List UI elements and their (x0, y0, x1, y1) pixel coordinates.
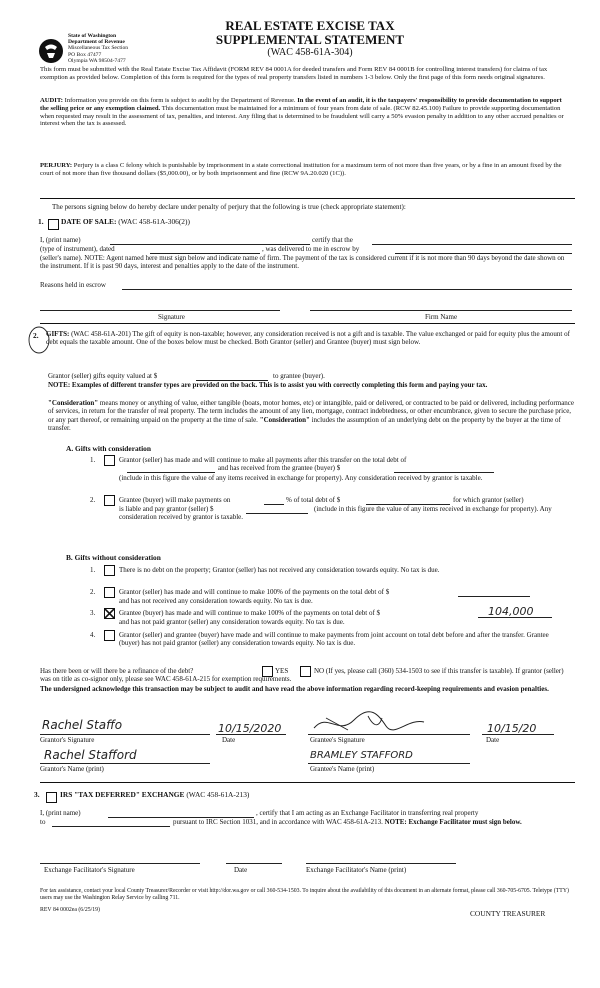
b3-num: 3. (90, 609, 96, 617)
grantee-signature-line[interactable] (308, 734, 470, 735)
a1-text-c: (include in this figure the value of any items received in exchange for property). Any consideration received by grantor is taxable. (119, 474, 483, 482)
b2-num: 2. (90, 588, 96, 596)
dor-logo (38, 38, 64, 64)
reasons-label: Reasons held in escrow (40, 281, 106, 289)
a1-debt-field[interactable] (127, 472, 215, 473)
s1-line2a: (type of instrument), dated (40, 245, 115, 253)
section1-title: DATE OF SALE: (WAC 458-61A-306(2)) (61, 217, 190, 226)
grantor-name-label: Grantor's Name (print) (40, 765, 104, 773)
section1-heading: 1. (38, 217, 44, 226)
b1-num: 1. (90, 566, 96, 574)
divider-s2 (40, 782, 575, 783)
grantee-name-label: Grantee's Name (print) (310, 765, 375, 773)
grantor-name-line[interactable] (40, 763, 210, 764)
grantor-name-value: Rachel Stafford (44, 748, 137, 762)
s1-note: (seller's name). NOTE: Agent named here must sign below and indicate name of firm. The payment of the tax is considered current if it is not more than 90 days beyond the date shown on the instrument. If it is past 90 days, interest and penalties apply to the date of the instrument. (40, 254, 565, 271)
s3-line1a: I, (print name) (40, 809, 81, 817)
b2-text-a: Grantor (seller) has made and will continue to make 100% of the payments on the total debt of $ (119, 588, 390, 596)
a1-text-b: and has received from the grantee (buyer) $ (218, 464, 341, 472)
b4-checkbox[interactable] (104, 630, 115, 641)
s1-firm-line[interactable] (310, 310, 572, 311)
acknowledgement: The undersigned acknowledge this transaction may be subject to audit and have read the above information regarding record-keeping requirements and evasion penalties. (40, 685, 549, 693)
a2-text-b: % of total debt of $ (286, 496, 341, 504)
divider-s1 (40, 323, 575, 324)
footer-assistance: For tax assistance, contact your local County Treasurer/Recorder or visit http://dor.wa.gov or call 360-534-1503. To inquire about the availability of this document in an alternate format, please call 360-705-6705. Teletype (TTY) users may use the Washington Relay Service by calling 711. (40, 888, 569, 901)
refi-question: Has there been or will there be a refinance of the debt? (40, 667, 194, 675)
grantee-signature-label: Grantee's Signature (310, 736, 365, 744)
perjury-text: PERJURY: Perjury is a class C felony which is punishable by imprisonment in a state correctional institution for a maximum term of not more than five years, or by a fine in an amount fixed by the court of not more than five thousand dollars ($5,000.00), or by both imprisonment and fine (RCW 9A.20.020 (1C)). (40, 162, 562, 177)
facilitator-signature-line[interactable] (40, 863, 200, 864)
gifts-note: NOTE: Examples of different transfer types are provided on the back. This is to assist you with correctly completing this form and paying your tax. (48, 381, 488, 389)
grantee-name-value: BRAMLEY STAFFORD (310, 750, 413, 761)
grantor-signature-label: Grantor's Signature (40, 736, 95, 744)
s1-certify: certify that the (312, 236, 353, 244)
s3-line2a: to (40, 818, 46, 826)
grantor-signature: Rachel Staffo (42, 718, 123, 732)
irs-exchange-checkbox[interactable] (46, 792, 57, 803)
gifts-with-consideration-heading: A. Gifts with consideration (66, 444, 151, 453)
a2-num: 2. (90, 496, 96, 504)
b3-checkbox[interactable] (104, 608, 115, 619)
section3-number: 3. (34, 790, 40, 799)
a2-text-e: (include in this figure the value of any items received in exchange for property). Any consideration received by grantor is taxable. (119, 505, 552, 522)
agency-address: State of Washington Department of Revenue Miscellaneous Tax Section PO Box 47477 Olympia WA 98504-7477 (68, 33, 129, 64)
gifts-intro: GIFTS: (WAC 458-61A-201) The gift of equity is non-taxable; however, any consideration received is not a gift and is taxable. The value exchanged or paid for equity plus the amount of debt equals the taxable amount. One of the boxes below must be checked. Both Grantor (seller) and Grantee (buyer) must sign below. (46, 330, 570, 347)
section2-number: 2. (33, 331, 39, 340)
dor-logo-icon (38, 38, 64, 64)
facilitator-date-line[interactable] (226, 863, 282, 864)
form-title: REAL ESTATE EXCISE TAX SUPPLEMENTAL STATEMENT (WAC 458-61A-304) (215, 18, 405, 58)
grantee-date-line[interactable] (482, 734, 554, 735)
s3-line1b: , certify that I am acting as an Exchange Facilitator in transferring real property (256, 809, 479, 817)
grantor-date-line[interactable] (216, 734, 286, 735)
b3-debt-amount: 104,000 (488, 605, 534, 618)
grantee-name-line[interactable] (308, 763, 470, 764)
a1-checkbox[interactable] (104, 455, 115, 466)
b1-text: There is no debt on the property; Grantor (seller) has not received any consideration towards equity. No tax is due. (119, 566, 440, 574)
refi-yes-label: YES (275, 667, 289, 675)
s1-line1: I, (print name) (40, 236, 81, 244)
signature-label: Signature (158, 313, 185, 321)
s1-signature-line[interactable] (40, 310, 280, 311)
instrument-field[interactable] (372, 244, 572, 245)
b3-text-b: and has not paid grantor (seller) any consideration towards equity. No tax is due. (119, 618, 345, 626)
county-treasurer: COUNTY TREASURER (470, 909, 546, 918)
facilitator-signature-label: Exchange Facilitator's Signature (44, 866, 135, 874)
intro-text: This form must be submitted with the Real Estate Excise Tax Affidavit (FORM REV 84 0001A for deeded transfers and Form REV 84 0001B for controlling interest transfers) for claims of tax exemption as provided below. Completion of this form is required for the types of real property transfers listed in numbers 1-3 below. Only the first page of this form needs original signatures. (40, 66, 548, 81)
gifts-without-consideration-heading: B. Gifts without consideration (66, 553, 161, 562)
equity-text: Grantor (seller) gifts equity valued at $ (48, 372, 158, 380)
s1-line2b: , was delivered to me in escrow by (262, 245, 360, 253)
b1-checkbox[interactable] (104, 565, 115, 576)
b2-text-b: and has not received any consideration towards equity. No tax is due. (119, 597, 313, 605)
a2-text-a: Grantee (buyer) will make payments on (119, 496, 231, 504)
consideration-text: "Consideration" means money or anything of value, either tangible (boats, motor homes, etc) or intangible, paid or delivered, or contracted to be paid or delivered, including performance of services, in return for the transfer of real property. The term includes the amount of any lien, mortgage, contract indebtedness, or other encumbrance, given to secure the purchase price, or any part thereof, or remaining unpaid on the property at the time of sale. "Consideration" includes the assumption of an underlying debt on the property by the buyer at the time of transfer. (48, 399, 575, 432)
a1-received-field[interactable] (394, 472, 494, 473)
facilitator-date-label: Date (234, 866, 248, 874)
refi-no-text: NO (If yes, please call (360) 534-1503 to see if this transfer is taxable). If grantor (seller) was on title as co-signor only, please see WAC 458-61A-215 for exemption requirements. (40, 667, 564, 684)
b4-num: 4. (90, 631, 96, 639)
grantee-signature-scribble-icon (308, 710, 428, 736)
a2-text-c: for which grantor (seller) (453, 496, 524, 504)
a1-num: 1. (90, 456, 96, 464)
s3-line2b: pursuant to IRC Section 1031, and in accordance with WAC 458-61A-213. NOTE: Exchange Facilitator must sign below. (173, 818, 522, 826)
grantor-signature-line[interactable] (40, 734, 210, 735)
reasons-field[interactable] (122, 289, 572, 290)
divider-top (40, 198, 575, 199)
grantee-date: 10/15/20 (487, 722, 537, 735)
declaration-text: The persons signing below do hereby declare under penalty of perjury that the following is true (check appropriate statement): (52, 203, 406, 211)
date-of-sale-checkbox[interactable] (48, 219, 59, 230)
b3-check-mark-icon (105, 609, 114, 618)
b3-text-a: Grantee (buyer) has made and will continue to make 100% of the payments on total debt of $ (119, 609, 381, 617)
a2-text-d: is liable and pay grantor (seller) $ (119, 505, 214, 513)
section3-title: IRS "TAX DEFERRED" EXCHANGE (WAC 458-61A-213) (60, 790, 250, 799)
facilitator-print-line[interactable] (306, 863, 456, 864)
grantee-date-label: Date (486, 736, 500, 744)
a2-checkbox[interactable] (104, 495, 115, 506)
b4-text: Grantor (seller) and grantee (buyer) have made and will continue to make payments from joint account on total debt before and after the transfer. Grantee (buyer) has not paid grantor (seller) any consideration towards equity. No tax is due. (119, 631, 549, 648)
b2-debt-field[interactable] (458, 596, 530, 597)
equity-text-b: to grantee (buyer). (273, 372, 325, 380)
a1-text: Grantor (seller) has made and will continue to make all payments after this transfer on the total debt of (119, 456, 407, 464)
grantor-date: 10/15/2020 (218, 722, 282, 735)
facilitator-name-label: Exchange Facilitator's Name (print) (306, 866, 407, 874)
audit-text: AUDIT: Information you provide on this form is subject to audit by the Department of Revenue. In the event of an audit, it is the taxpayers' responsibility to provide documentation to support the selling price or any exemption claimed. This documentation must be maintained for a minimum of four years from date of sale. (RCW 82.45.100) Failure to provide supporting documentation when requested may result in the assessment of tax, penalties, and interest. Any filing that is determined to be fraudulent will carry a 50% evasion penalty in addition to any other accrued penalties or interest when the tax is assessed. (40, 97, 564, 128)
grantor-date-label: Date (222, 736, 236, 744)
b2-checkbox[interactable] (104, 587, 115, 598)
firm-label: Firm Name (425, 313, 458, 321)
form-number: REV 84 0002ea (6/25/19) (40, 907, 100, 913)
